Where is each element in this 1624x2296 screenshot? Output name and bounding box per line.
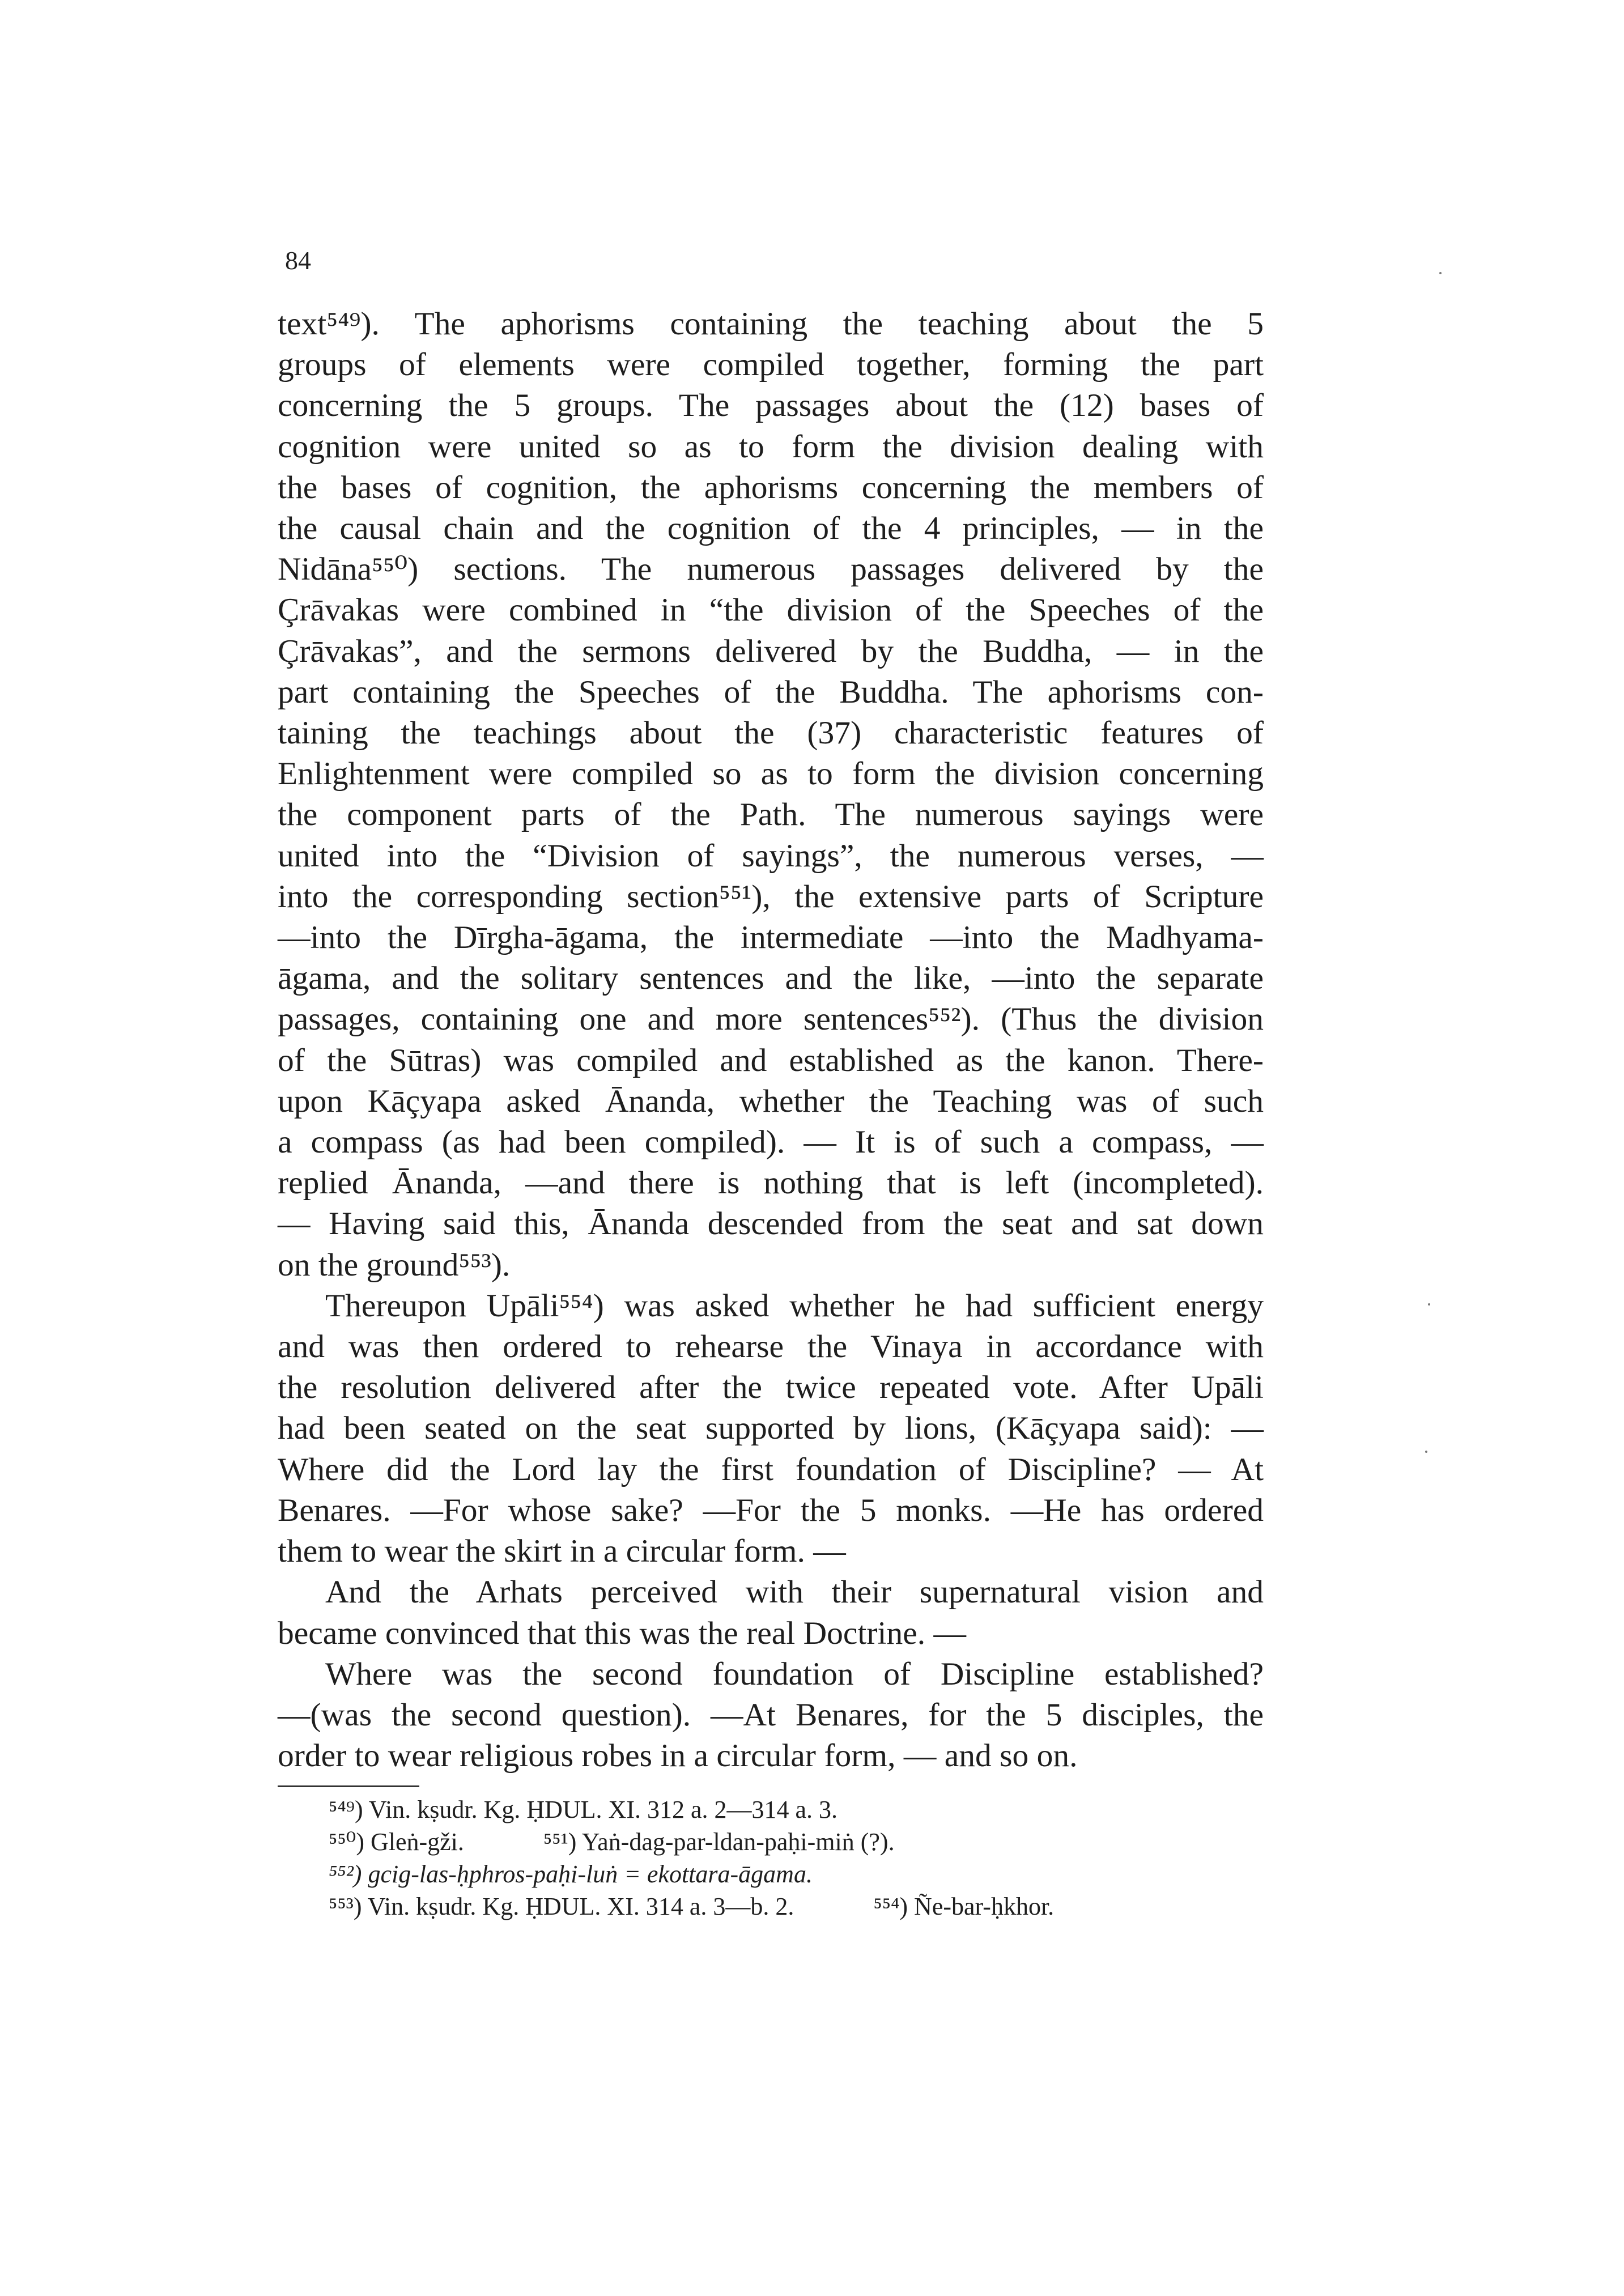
- text-line: —into the Dīrgha-āgama, the intermediate —into the Madhyama-: [278, 920, 1264, 956]
- text-line: the causal chain and the cognition of the 4 principles, — in the: [278, 511, 1264, 547]
- text-line: groups of elements were compiled together, forming the part: [278, 347, 1264, 383]
- text-line: Nidāna⁵⁵⁰) sections. The numerous passages delivered by the: [278, 551, 1264, 588]
- footnote-row: [329, 1890, 1292, 1923]
- text-line: Çrāvakas were combined in “the division of the Speeches of the: [278, 592, 1264, 628]
- footnote-550: ⁵⁵⁰) Gleṅ-gži.: [329, 1828, 464, 1856]
- text-line: And the Arhats perceived with their supernatural vision and: [325, 1574, 1264, 1610]
- text-line: the resolution delivered after the twice repeated vote. After Upāli: [278, 1370, 1264, 1406]
- text-line: — Having said this, Ānanda descended from the seat and sat down: [278, 1206, 1264, 1242]
- text-line: replied Ānanda, —and there is nothing that is left (incompleted).: [278, 1165, 1264, 1201]
- text-line: Where was the second foundation of Discipline established?: [325, 1656, 1264, 1692]
- text-line: taining the teachings about the (37) characteristic features of: [278, 715, 1264, 751]
- text-line: passages, containing one and more sentences⁵⁵²). (Thus the division: [278, 1001, 1264, 1038]
- text-line: order to wear religious robes in a circular form, — and so on.: [278, 1738, 1078, 1774]
- page-number: 84: [285, 246, 311, 275]
- text-line: cognition were united so as to form the division dealing with: [278, 428, 1264, 465]
- text-line: a compass (as had been compiled). — It is of such a compass, —: [278, 1124, 1264, 1160]
- text-line: Where did the Lord lay the first foundation of Discipline? — At: [278, 1451, 1264, 1487]
- footnote-551: ⁵⁵¹) Yaṅ-dag-par-ldan-paḥi-miṅ (?).: [543, 1828, 895, 1856]
- text-line: had been seated on the seat supported by lions, (Kāçyapa said): —: [278, 1410, 1264, 1447]
- text-line: became convinced that this was the real Doctrine. —: [278, 1615, 967, 1651]
- text-line: into the corresponding section⁵⁵¹), the extensive parts of Scripture: [278, 878, 1264, 915]
- text-line: of the Sūtras) was compiled and established as the kanon. There-: [278, 1042, 1264, 1078]
- text-line: upon Kāçyapa asked Ānanda, whether the Teaching was of such: [278, 1083, 1264, 1119]
- text-line: Benares. —For whose sake? —For the 5 monks. —He has ordered: [278, 1492, 1264, 1528]
- scan-speck: [1439, 272, 1442, 274]
- text-line: Çrāvakas”, and the sermons delivered by the Buddha, — in the: [278, 633, 1264, 669]
- scan-speck: [1425, 1451, 1427, 1453]
- body-text: [278, 304, 1264, 1776]
- footnote-divider: [278, 1785, 419, 1787]
- text-line: part containing the Speeches of the Buddha. The aphorisms con-: [278, 674, 1264, 710]
- footnotes: [329, 1793, 1292, 1923]
- text-line: Thereupon Upāli⁵⁵⁴) was asked whether he had sufficient energy: [325, 1287, 1264, 1324]
- text-line: the bases of cognition, the aphorisms concerning the members of: [278, 469, 1264, 505]
- text-line: them to wear the skirt in a circular form. —: [278, 1533, 846, 1570]
- footnote-552: ⁵⁵²) gcig-las-ḥphros-paḥi-luṅ = ekottara-āgama.: [329, 1860, 813, 1888]
- text-line: concerning the 5 groups. The passages about the (12) bases of: [278, 388, 1264, 424]
- text-line: on the ground⁵⁵³).: [278, 1247, 511, 1283]
- text-line: Enlightenment were compiled so as to form the division concerning: [278, 756, 1264, 792]
- footnote-553: ⁵⁵³) Vin. kṣudr. Kg. ḤDUL. XI. 314 a. 3—b. 2.: [329, 1893, 794, 1920]
- text-line: —(was the second question). —At Benares, for the 5 disciples, the: [278, 1697, 1264, 1733]
- footnote-549: ⁵⁴⁹) Vin. kṣudr. Kg. ḤDUL. XI. 312 a. 2—314 a. 3.: [329, 1796, 838, 1823]
- text-line: āgama, and the solitary sentences and the like, —into the separate: [278, 960, 1264, 997]
- text-line: the component parts of the Path. The numerous sayings were: [278, 797, 1264, 833]
- text-line: text⁵⁴⁹). The aphorisms containing the teaching about the 5: [278, 306, 1264, 342]
- footnote-554: ⁵⁵⁴) Ñe-bar-ḥkhor.: [873, 1893, 1055, 1920]
- text-line: united into the “Division of sayings”, the numerous verses, —: [278, 837, 1264, 874]
- text-line: and was then ordered to rehearse the Vinaya in accordance with: [278, 1329, 1264, 1365]
- scan-speck: [1428, 1303, 1430, 1306]
- footnote-row: [329, 1826, 1292, 1858]
